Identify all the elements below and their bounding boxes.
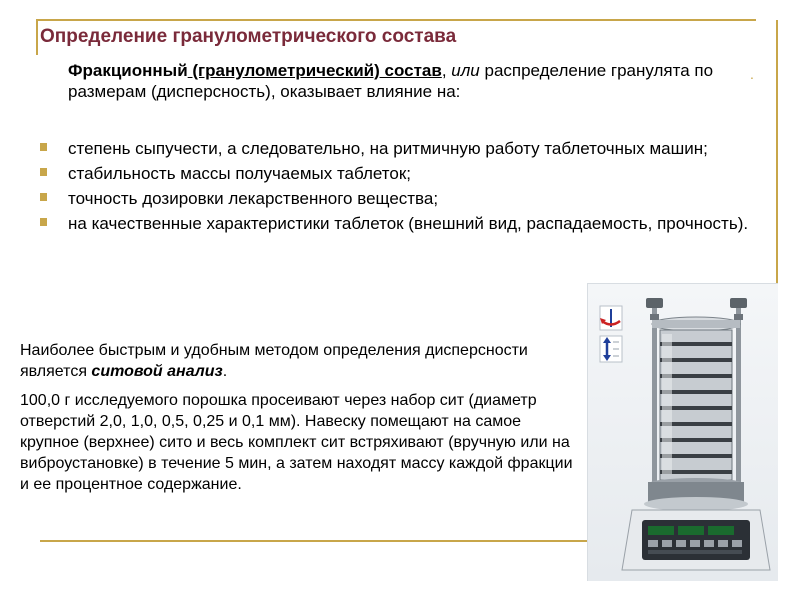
bullet-text: на качественные характеристики таблеток (внешний вид, распадаемость, прочность). [68, 214, 749, 233]
bullet-marker-icon [40, 193, 47, 201]
bullet-marker-icon [40, 143, 47, 151]
top-rule [36, 19, 756, 21]
bullet-text: степень сыпучести, а следовательно, на ритмичную работу таблеточных машин; [68, 139, 708, 158]
slide-title: Определение гранулометрического состава [40, 26, 457, 47]
rotation-arrow-icon [600, 306, 622, 330]
bullet-item [40, 138, 760, 159]
bullet-item [40, 188, 760, 209]
bullet-item [40, 213, 760, 234]
sieve-stack [660, 330, 732, 480]
vertical-arrow-icon [600, 336, 622, 362]
procedure-paragraph: 100,0 г исследуемого порошка просеивают через набор сит (диаметр отверстий 2,0, 1,0, 0,5, 0,25 и 0,1 мм). Навеску помещают на самое крупное (верхнее) сито и весь комплект сит встряхивают (вручную или на виброустановке) в течение 5 мин, а затем находят массу каждой фракции и ее процентное содержание. [20, 392, 573, 493]
decorative-dot: . [750, 66, 754, 82]
control-panel [642, 520, 750, 560]
intro-comma: , [441, 61, 452, 80]
sieve-shaker-photo [587, 283, 778, 581]
bullet-marker-icon [40, 168, 47, 176]
method-end: . [222, 363, 228, 380]
intro-paragraph [68, 60, 768, 102]
bullet-marker-icon [40, 218, 47, 226]
method-paragraph [20, 340, 580, 382]
method-text: Наиболее быстрым и удобным методом определения дисперсности является [20, 342, 528, 380]
bullet-list [40, 138, 760, 238]
method-emphasis: ситовой анализ [91, 363, 223, 380]
left-rule [36, 19, 38, 55]
intro-term-bracket: (гранулометрический) состав [187, 61, 442, 80]
bullet-text: стабильность массы получаемых таблеток; [68, 164, 411, 183]
intro-rest: распределение гранулята по размерам (дисперсность), оказывает влияние на: [68, 61, 714, 101]
intro-term: Фракционный [68, 61, 188, 80]
bullet-text: точность дозировки лекарственного вещества; [68, 189, 439, 208]
sieve-shaker-illustration [588, 284, 778, 581]
intro-ili: или [451, 61, 480, 80]
bullet-item [40, 163, 760, 184]
